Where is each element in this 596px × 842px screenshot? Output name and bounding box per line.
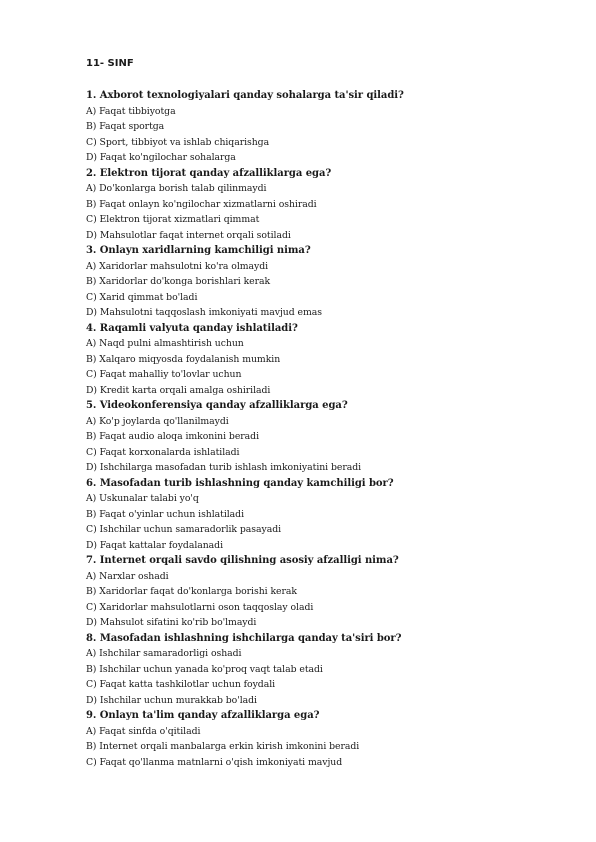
question-title: 6. Masofadan turib ishlashning qanday kamchiligi bor? bbox=[86, 477, 394, 489]
answer-option: D) Faqat ko'ngilochar sohalarga bbox=[86, 152, 236, 163]
answer-option: D) Mahsulotni taqqoslash imkoniyati mavjud emas bbox=[86, 307, 322, 318]
question-block bbox=[86, 243, 566, 321]
answer-option: C) Sport, tibbiyot va ishlab chiqarishga bbox=[86, 136, 270, 148]
answer-option: C) Faqat korxonalarda ishlatiladi bbox=[86, 446, 240, 458]
answer-option: C) Ishchilar uchun samaradorlik pasayadi bbox=[86, 524, 282, 535]
answer-option: A) Ishchilar samaradorligi oshadi bbox=[86, 648, 242, 659]
question-block bbox=[86, 166, 566, 244]
question-block bbox=[86, 88, 566, 166]
question-title: 7. Internet orqali savdo qilishning asosiy afzalligi nima? bbox=[86, 555, 399, 566]
answer-option: D) Mahsulot sifatini ko'rib bo'lmaydi bbox=[86, 617, 257, 628]
question-block bbox=[86, 321, 566, 399]
question-title: 9. Onlayn ta'lim qanday afzalliklarga ega? bbox=[86, 710, 320, 721]
answer-option: A) Faqat tibbiyotga bbox=[86, 105, 176, 117]
question-title: 2. Elektron tijorat qanday afzalliklarga ega? bbox=[86, 167, 332, 179]
question-title: 1. Axborot texnologiyalari qanday sohalarga ta'sir qiladi? bbox=[86, 90, 404, 101]
answer-option: B) Ishchilar uchun yanada ko'proq vaqt talab etadi bbox=[86, 663, 323, 675]
answer-option: B) Internet orqali manbalarga erkin kirish imkonini beradi bbox=[86, 741, 360, 752]
answer-option: D) Kredit karta orqali amalga oshiriladi bbox=[86, 384, 271, 396]
question-block bbox=[86, 398, 566, 476]
answer-option: B) Faqat o'yinlar uchun ishlatiladi bbox=[86, 508, 245, 520]
question-list bbox=[86, 88, 566, 770]
answer-option: A) Do'konlarga borish talab qilinmaydi bbox=[86, 183, 267, 194]
page-heading: 11- SINF bbox=[86, 58, 134, 69]
answer-option: A) Faqat sinfda o'qitiladi bbox=[86, 725, 201, 737]
answer-option: B) Faqat audio aloqa imkonini beradi bbox=[86, 431, 259, 442]
question-title: 3. Onlayn xaridlarning kamchiligi nima? bbox=[86, 245, 311, 256]
answer-option: B) Xalqaro miqyosda foydalanish mumkin bbox=[86, 353, 281, 365]
answer-option: C) Xarid qimmat bo'ladi bbox=[86, 291, 198, 303]
answer-option: D) Mahsulotlar faqat internet orqali sotiladi bbox=[86, 229, 291, 241]
question-block bbox=[86, 476, 566, 554]
answer-option: B) Faqat sportga bbox=[86, 121, 165, 132]
question-block bbox=[86, 553, 566, 631]
question-title: 8. Masofadan ishlashning ishchilarga qanday ta'siri bor? bbox=[86, 632, 402, 644]
answer-option: A) Narxlar oshadi bbox=[86, 570, 169, 582]
answer-option: B) Faqat onlayn ko'ngilochar xizmatlarni oshiradi bbox=[86, 198, 317, 210]
answer-option: C) Faqat qo'llanma matnlarni o'qish imkoniyati mavjud bbox=[86, 756, 343, 768]
answer-option: A) Ko'p joylarda qo'llanilmaydi bbox=[86, 415, 229, 427]
question-block bbox=[86, 631, 566, 709]
answer-option: D) Faqat kattalar foydalanadi bbox=[86, 539, 223, 551]
question-block bbox=[86, 708, 566, 770]
answer-option: B) Xaridorlar do'konga borishlari kerak bbox=[86, 276, 271, 287]
question-title: 4. Raqamli valyuta qanday ishlatiladi? bbox=[86, 322, 298, 334]
answer-option: C) Faqat katta tashkilotlar uchun foydali bbox=[86, 679, 276, 690]
answer-option: A) Uskunalar talabi yo'q bbox=[86, 493, 199, 504]
answer-option: D) Ishchilar uchun murakkab bo'ladi bbox=[86, 694, 257, 706]
answer-option: A) Xaridorlar mahsulotni ko'ra olmaydi bbox=[86, 260, 269, 272]
answer-option: C) Xaridorlar mahsulotlarni oson taqqoslay oladi bbox=[86, 601, 314, 613]
question-title: 5. Videokonferensiya qanday afzalliklarga ega? bbox=[86, 400, 348, 411]
answer-option: D) Ishchilarga masofadan turib ishlash imkoniyatini beradi bbox=[86, 462, 362, 473]
answer-option: A) Naqd pulni almashtirish uchun bbox=[86, 338, 244, 349]
answer-option: C) Elektron tijorat xizmatlari qimmat bbox=[86, 214, 260, 225]
answer-option: C) Faqat mahalliy to'lovlar uchun bbox=[86, 369, 242, 380]
answer-option: B) Xaridorlar faqat do'konlarga borishi kerak bbox=[86, 586, 297, 597]
